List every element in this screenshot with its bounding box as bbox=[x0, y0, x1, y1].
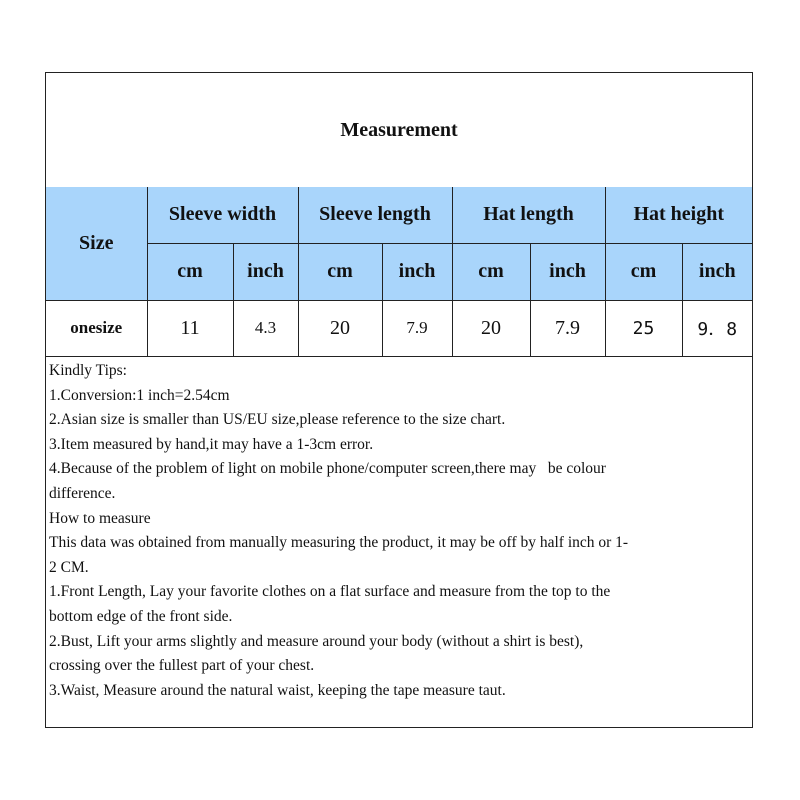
size-header: Size bbox=[46, 187, 147, 300]
tips-line: 3.Item measured by hand,it may have a 1-3cm error. bbox=[49, 435, 374, 453]
tips-line: bottom edge of the front side. bbox=[49, 607, 233, 625]
tips-section bbox=[49, 359, 749, 703]
size-table bbox=[46, 187, 752, 357]
chart-title: Measurement bbox=[46, 73, 752, 188]
table-cell: 20 bbox=[452, 300, 530, 356]
table-row bbox=[46, 300, 752, 356]
unit-header: inch bbox=[682, 243, 752, 300]
tips-line: crossing over the fullest part of your chest. bbox=[49, 657, 315, 675]
tips-line: How to measure bbox=[49, 509, 151, 527]
tips-line: 4.Because of the problem of light on mobile phone/computer screen,there may be colour bbox=[49, 460, 606, 478]
tips-line: 2 CM. bbox=[49, 558, 89, 576]
group-header-hat-length: Hat length bbox=[452, 187, 605, 243]
tips-line: 2.Bust, Lift your arms slightly and measure around your body (without a shirt is best), bbox=[49, 632, 584, 650]
table-cell: 11 bbox=[147, 300, 233, 356]
tips-line: 1.Conversion:1 inch=2.54cm bbox=[49, 386, 230, 404]
table-cell: 4.3 bbox=[233, 300, 298, 356]
table-cell: 7.9 bbox=[382, 300, 452, 356]
unit-header: cm bbox=[605, 243, 682, 300]
tips-line: This data was obtained from manually measuring the product, it may be off by half inch or 1- bbox=[49, 534, 629, 552]
group-header-sleeve-width: Sleeve width bbox=[147, 187, 298, 243]
table-cell: 25 bbox=[605, 300, 682, 356]
table-cell: 20 bbox=[298, 300, 382, 356]
unit-header: inch bbox=[530, 243, 605, 300]
group-header-sleeve-length: Sleeve length bbox=[298, 187, 452, 243]
table-cell: 9．8 bbox=[682, 300, 752, 356]
size-name: onesize bbox=[46, 300, 147, 356]
tips-line: Kindly Tips: bbox=[49, 362, 127, 379]
unit-header: inch bbox=[233, 243, 298, 300]
unit-header: cm bbox=[147, 243, 233, 300]
unit-header: cm bbox=[298, 243, 382, 300]
tips-line: 1.Front Length, Lay your favorite clothes on a flat surface and measure from the top to the bbox=[49, 583, 611, 601]
tips-line: 3.Waist, Measure around the natural waist, keeping the tape measure taut. bbox=[49, 681, 506, 699]
group-header-hat-height: Hat height bbox=[605, 187, 752, 243]
table-cell: 7.9 bbox=[530, 300, 605, 356]
unit-header: inch bbox=[382, 243, 452, 300]
unit-header: cm bbox=[452, 243, 530, 300]
tips-line: 2.Asian size is smaller than US/EU size,please reference to the size chart. bbox=[49, 411, 506, 429]
tips-line: difference. bbox=[49, 484, 116, 502]
measurement-chart bbox=[45, 72, 753, 728]
